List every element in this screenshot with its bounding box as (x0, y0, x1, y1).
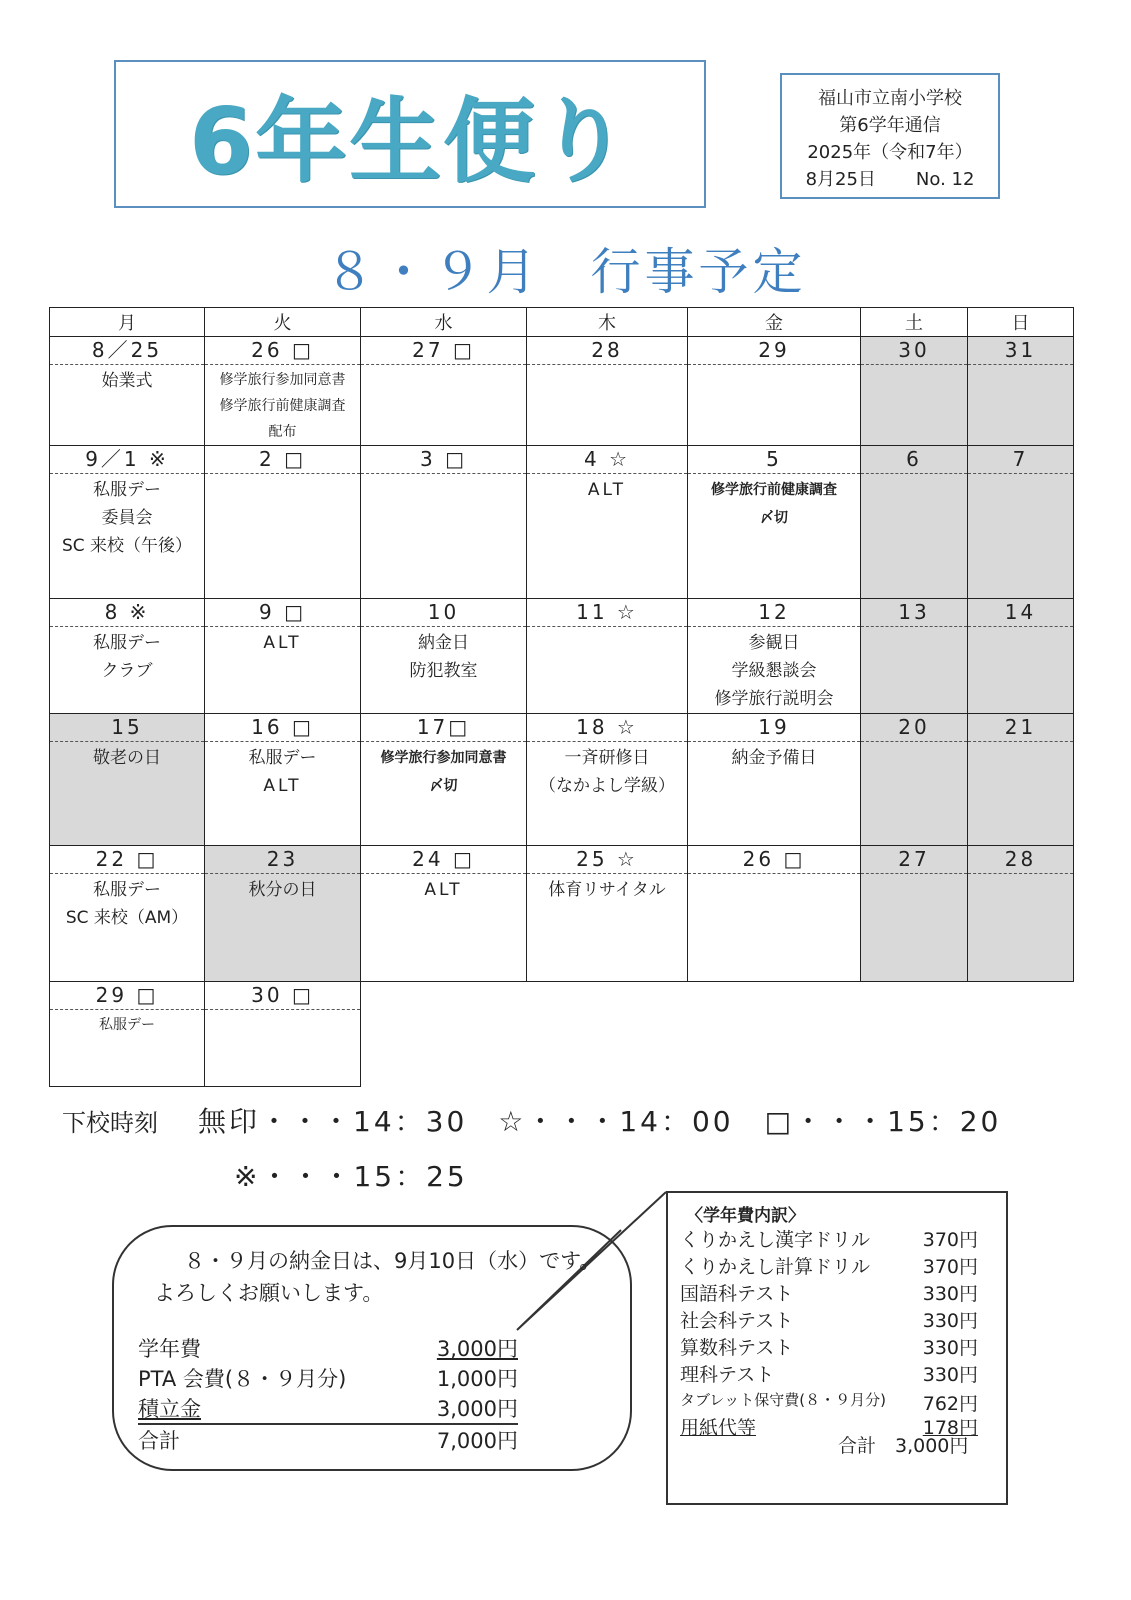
fee-total-amount: 7,000円 (436, 1429, 518, 1453)
day-date: 21 (968, 714, 1073, 742)
breakdown-item: 用紙代等 (680, 1417, 757, 1439)
calendar-week (50, 714, 1074, 846)
breakdown-amount: 330円 (922, 1310, 978, 1332)
day-date: 30 (861, 337, 967, 365)
day-date: 24 □ (361, 846, 526, 874)
weekday-mon: 月 (50, 308, 205, 337)
dismissal-label: 下校時刻 (62, 1109, 158, 1137)
day-cell-weekend (968, 714, 1074, 846)
breakdown-item: くりかえし計算ドリル (680, 1256, 871, 1278)
calendar-week (50, 446, 1074, 599)
fee-label: PTA 会費(８・９月分) (138, 1367, 347, 1391)
day-cell (688, 714, 861, 846)
day-date: 4 ☆ (527, 446, 687, 474)
day-date: 30 □ (205, 982, 360, 1010)
dismissal-times-line1: 無印・・・14：30 ☆・・・14：00 □・・・15：20 (198, 1105, 1002, 1138)
day-cell (688, 337, 861, 446)
grade-fee-breakdown (666, 1191, 1008, 1505)
breakdown-row (680, 1306, 978, 1333)
day-date: 5 (688, 446, 860, 474)
day-cell (688, 599, 861, 714)
breakdown-amount: 330円 (922, 1364, 978, 1386)
day-cell (205, 714, 361, 846)
event: 委員会 (101, 508, 153, 528)
event: 納金日 (418, 633, 469, 653)
breakdown-row (680, 1252, 978, 1279)
day-cell-holiday (205, 846, 361, 982)
breakdown-row (680, 1225, 978, 1252)
day-date: 18 ☆ (527, 714, 687, 742)
breakdown-row (680, 1360, 978, 1387)
day-cell-weekend (968, 846, 1074, 982)
event: 修学旅行前健康調査 (711, 482, 837, 498)
event: 私服デー (93, 633, 161, 653)
day-cell (50, 337, 205, 446)
schedule-heading (0, 232, 1131, 304)
breakdown-amount: 178円 (922, 1417, 978, 1439)
weekday-fri: 金 (688, 308, 861, 337)
event: 始業式 (101, 371, 153, 391)
calendar-weekday-header (50, 308, 1074, 337)
day-cell (361, 446, 527, 599)
day-cell (50, 846, 205, 982)
event: 配布 (268, 424, 297, 440)
event: 〆切 (760, 510, 788, 526)
event: 私服デー (93, 480, 161, 500)
issue-year: 2025年（令和7年） (807, 142, 973, 163)
day-date: 19 (688, 714, 860, 742)
fee-amount: 1,000円 (436, 1367, 518, 1391)
issue-number: No. 12 (915, 169, 975, 190)
breakdown-item: タブレット保守費(８・９月分) (680, 1391, 886, 1409)
event: SC 来校（AM） (65, 908, 189, 928)
weekday-sun: 日 (968, 308, 1074, 337)
dismissal-times-line2: ※・・・15：25 (234, 1160, 468, 1193)
fee-amount: 3,000円 (436, 1397, 518, 1421)
day-date: 28 (527, 337, 687, 365)
calendar-week (50, 337, 1074, 446)
schedule-heading-text: 行事予定 (590, 243, 807, 301)
breakdown-item: 社会科テスト (680, 1310, 794, 1332)
breakdown-item: 算数科テスト (680, 1337, 794, 1359)
day-cell-weekend (861, 846, 968, 982)
day-cell (205, 337, 361, 446)
breakdown-amount: 330円 (922, 1283, 978, 1305)
newsletter-title: 6年生便り (188, 88, 631, 195)
breakdown-amount: 370円 (922, 1229, 978, 1251)
day-date: 26 □ (205, 337, 360, 365)
day-cell (527, 446, 688, 599)
day-date: 20 (861, 714, 967, 742)
event: 修学旅行参加同意書 (219, 372, 346, 388)
issue-date: 8月25日 (805, 169, 876, 190)
breakdown-row (680, 1279, 978, 1306)
day-date: 31 (968, 337, 1073, 365)
day-cell-holiday (50, 714, 205, 846)
breakdown-row (680, 1333, 978, 1360)
event: （なかよし学級） (539, 776, 675, 796)
breakdown-item: くりかえし漢字ドリル (680, 1229, 871, 1251)
weekday-wed: 水 (361, 308, 527, 337)
event: 〆切 (429, 778, 458, 794)
day-date: 27 □ (361, 337, 526, 365)
fee-total-label: 合計 (138, 1429, 180, 1453)
day-cell-weekend (861, 446, 968, 599)
event: ALT (263, 633, 302, 653)
day-date: 15 (50, 714, 204, 742)
day-cell-weekend (861, 599, 968, 714)
day-date: 29 (688, 337, 860, 365)
day-date: 16 □ (205, 714, 360, 742)
day-date: 23 (205, 846, 360, 874)
fee-total-row (138, 1425, 518, 1455)
day-cell (527, 714, 688, 846)
day-date: 14 (968, 599, 1073, 627)
event: 防犯教室 (409, 661, 478, 681)
event: 私服デー (248, 748, 317, 768)
breakdown-title: 〈学年費内訳〉 (686, 1206, 805, 1226)
day-date: 11 ☆ (527, 599, 687, 627)
day-cell-weekend (861, 337, 968, 446)
school-info-box (780, 73, 1000, 199)
calendar-week (50, 599, 1074, 714)
day-cell (527, 337, 688, 446)
breakdown-amount: 762円 (922, 1393, 978, 1415)
breakdown-amount: 370円 (922, 1256, 978, 1278)
payment-message-line1: ８・９月の納金日は、9月10日（水）です。 (184, 1249, 601, 1273)
day-date: 6 (861, 446, 967, 474)
day-date: 13 (861, 599, 967, 627)
day-cell (527, 846, 688, 982)
day-date: 8 ※ (50, 599, 204, 627)
day-date: 25 ☆ (527, 846, 687, 874)
fee-row (138, 1333, 518, 1363)
day-cell (527, 599, 688, 714)
day-cell (361, 846, 527, 982)
day-cell (205, 599, 361, 714)
day-date: 22 □ (50, 846, 204, 874)
day-cell-weekend (968, 337, 1074, 446)
day-date: 28 (968, 846, 1073, 874)
fee-row (138, 1393, 518, 1425)
event: 秋分の日 (248, 880, 317, 900)
event: ALT (424, 880, 463, 900)
day-cell (361, 599, 527, 714)
payment-bubble (112, 1225, 632, 1471)
day-date: 26 □ (688, 846, 860, 874)
newsletter-name: 第6学年通信 (839, 115, 941, 136)
event: 修学旅行前健康調査 (219, 398, 346, 414)
fee-amount: 3,000円 (436, 1337, 518, 1361)
event: 修学旅行参加同意書 (380, 750, 507, 766)
dismissal-times (62, 1100, 1001, 1140)
day-date: 29 □ (50, 982, 204, 1010)
event: 修学旅行説明会 (714, 689, 834, 709)
event: ALT (587, 480, 627, 500)
day-date: 12 (688, 599, 860, 627)
calendar-week (50, 846, 1074, 982)
breakdown-amount: 330円 (922, 1337, 978, 1359)
day-cell-weekend (968, 599, 1074, 714)
fee-label: 積立金 (138, 1397, 201, 1421)
day-cell (688, 846, 861, 982)
newsletter-title-box (114, 60, 706, 208)
day-cell-weekend (861, 714, 968, 846)
day-date: 8／25 (50, 337, 204, 365)
payment-message-line2: よろしくお願いします。 (154, 1281, 384, 1305)
weekday-tue: 火 (205, 308, 361, 337)
payment-message (154, 1245, 600, 1309)
day-cell (205, 982, 361, 1087)
day-date: 10 (361, 599, 526, 627)
day-date: 2 □ (205, 446, 360, 474)
day-cell (688, 446, 861, 599)
calendar-week (50, 982, 1074, 1087)
event: 学級懇談会 (731, 661, 817, 681)
event: ALT (263, 776, 302, 796)
event: 私服デー (93, 880, 161, 900)
breakdown-total: 合計 3,000円 (838, 1435, 969, 1457)
event-calendar (49, 307, 1074, 1087)
day-date: 9／1 ※ (50, 446, 204, 474)
event: 体育リサイタル (548, 880, 666, 900)
event: SC 来校（午後） (61, 536, 193, 556)
weekday-sat: 土 (861, 308, 968, 337)
day-cell (205, 446, 361, 599)
weekday-thu: 木 (527, 308, 688, 337)
calendar-empty-space (361, 982, 1074, 1087)
event: 納金予備日 (731, 748, 817, 768)
day-date: 3 □ (361, 446, 526, 474)
event: クラブ (101, 661, 153, 681)
day-date: 9 □ (205, 599, 360, 627)
breakdown-row (680, 1389, 978, 1416)
fee-label: 学年費 (138, 1337, 201, 1361)
event: 私服デー (99, 1017, 155, 1033)
fee-row (138, 1363, 518, 1393)
breakdown-item: 国語科テスト (680, 1283, 794, 1305)
day-date: 17□ (361, 714, 526, 742)
event: 参観日 (748, 633, 800, 653)
day-cell-weekend (968, 446, 1074, 599)
day-cell (50, 446, 205, 599)
day-cell (50, 599, 205, 714)
schedule-heading-months: ８・９月 (324, 243, 541, 301)
day-date: 27 (861, 846, 967, 874)
event: 敬老の日 (93, 748, 161, 768)
event: 一斉研修日 (564, 748, 650, 768)
day-cell (50, 982, 205, 1087)
issue-date-row (782, 166, 998, 193)
day-cell (361, 714, 527, 846)
day-date: 7 (968, 446, 1073, 474)
breakdown-item: 理科テスト (680, 1364, 775, 1386)
school-name: 福山市立南小学校 (818, 88, 962, 109)
day-cell (361, 337, 527, 446)
